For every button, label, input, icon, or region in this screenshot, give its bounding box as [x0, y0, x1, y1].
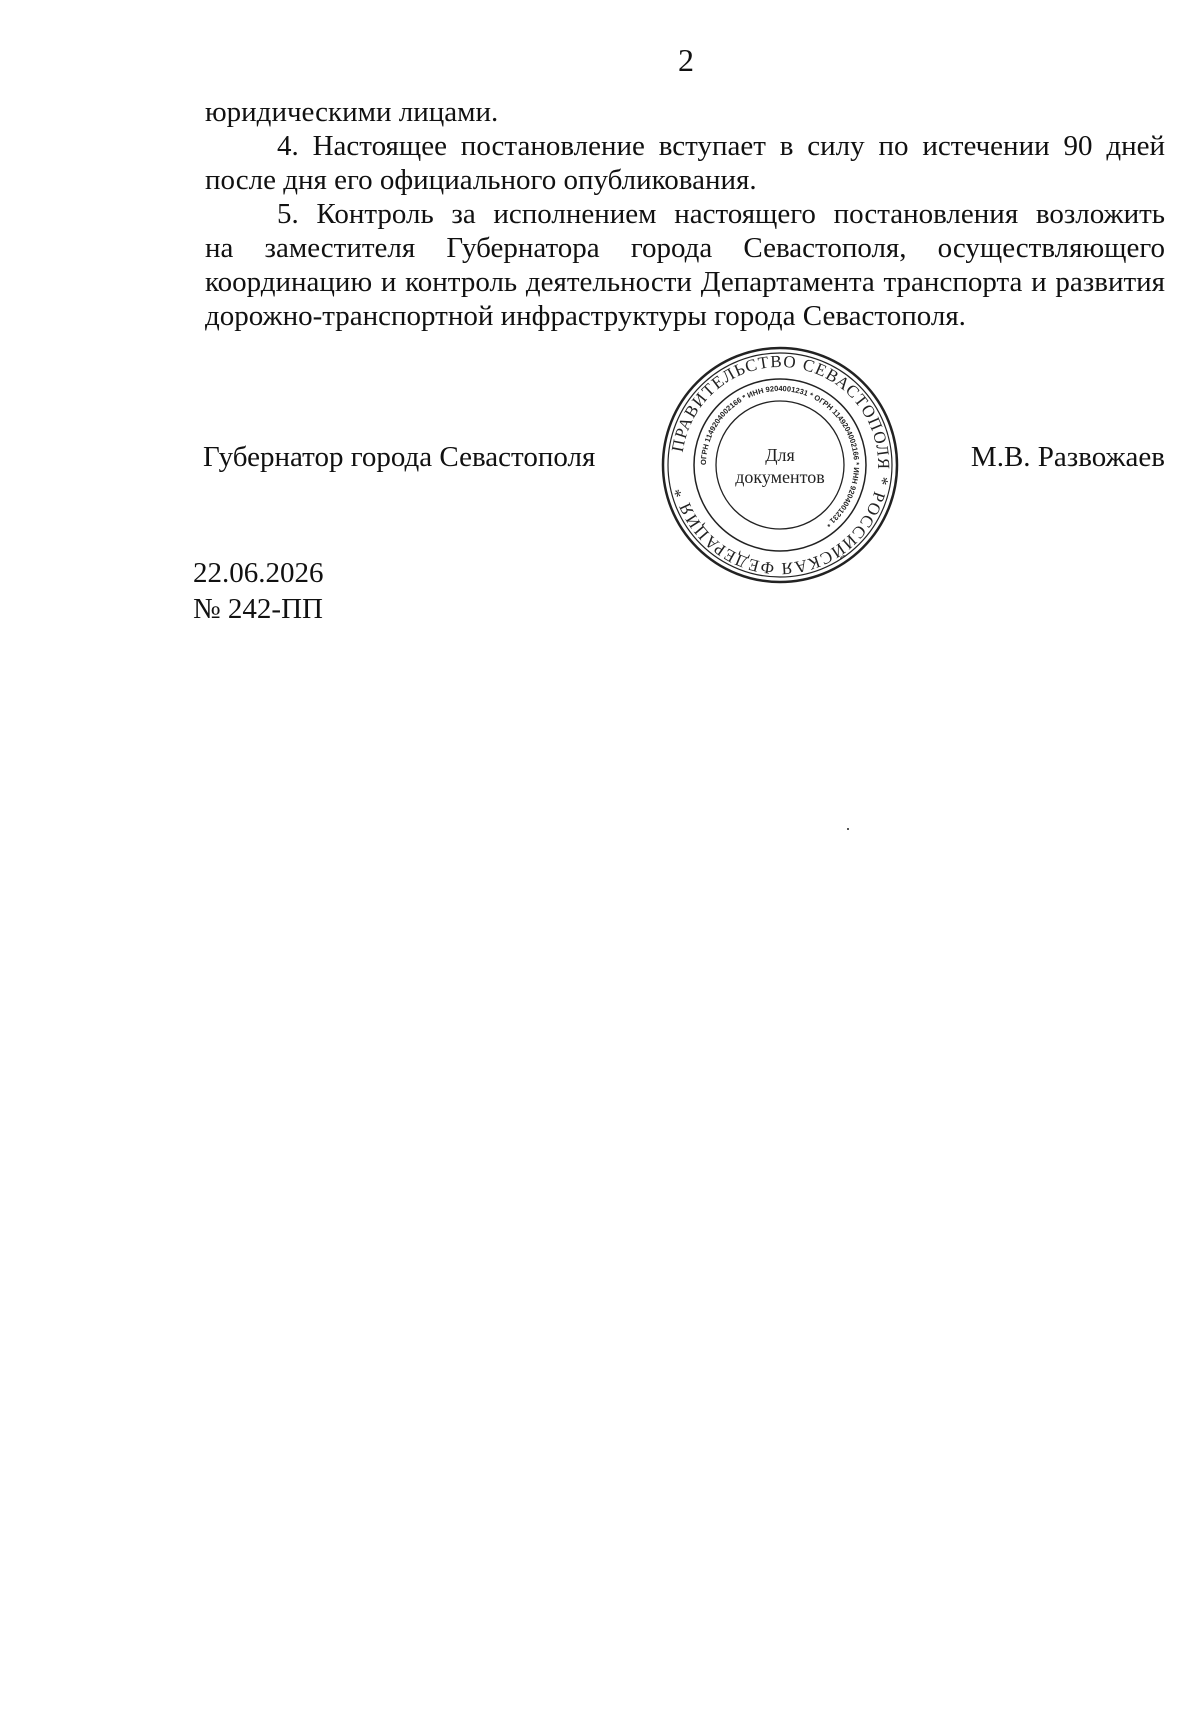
text-line: юридическими лицами. — [205, 96, 499, 128]
stamp-inner-border — [716, 401, 844, 529]
text-line: 4. Настоящее постановление вступает в силу по истечении 90 дней — [277, 130, 1165, 162]
stamp-center-line-2: документов — [735, 467, 825, 487]
text-line: 5. Контроль за исполнением настоящего постановления возложить — [277, 198, 1165, 230]
stamp-inner-textpath: ОГРН 1149204002166 * ИНН 9204001231 * ОГРН 1149204002166 * ИНН 9204001231 * — [698, 383, 862, 529]
scan-speck — [847, 828, 849, 830]
paragraph-5 — [205, 197, 1165, 333]
text-line: дорожно-транспортной инфраструктуры города Севастополя. — [205, 300, 966, 332]
stamp-outer-border — [663, 348, 897, 582]
document-date: 22.06.2026 — [193, 557, 324, 589]
text-line: на заместителя Губернатора города Севастополя, осуществляющего — [205, 232, 1165, 264]
text-line: после дня его официального опубликования. — [205, 164, 757, 196]
signatory-title: Губернатор города Севастополя — [203, 441, 596, 473]
signatory-name: М.В. Развожаев — [970, 441, 1165, 473]
text-line: координацию и контроль деятельности Департамента транспорта и развития — [205, 266, 1165, 298]
paragraph-3-tail — [205, 95, 1165, 129]
page-number: 2 — [678, 42, 694, 78]
stamp-center-line-1: Для — [765, 445, 795, 465]
paragraph-4 — [205, 129, 1165, 197]
document-number: № 242-ПП — [193, 593, 323, 625]
official-seal-stamp — [660, 345, 900, 585]
document-body — [205, 95, 1165, 333]
stamp-outer-textpath: ПРАВИТЕЛЬСТВО СЕВАСТОПОЛЯ * РОССИЙСКАЯ ФЕДЕРАЦИЯ * — [667, 351, 894, 579]
stamp-middle-border — [694, 379, 866, 551]
